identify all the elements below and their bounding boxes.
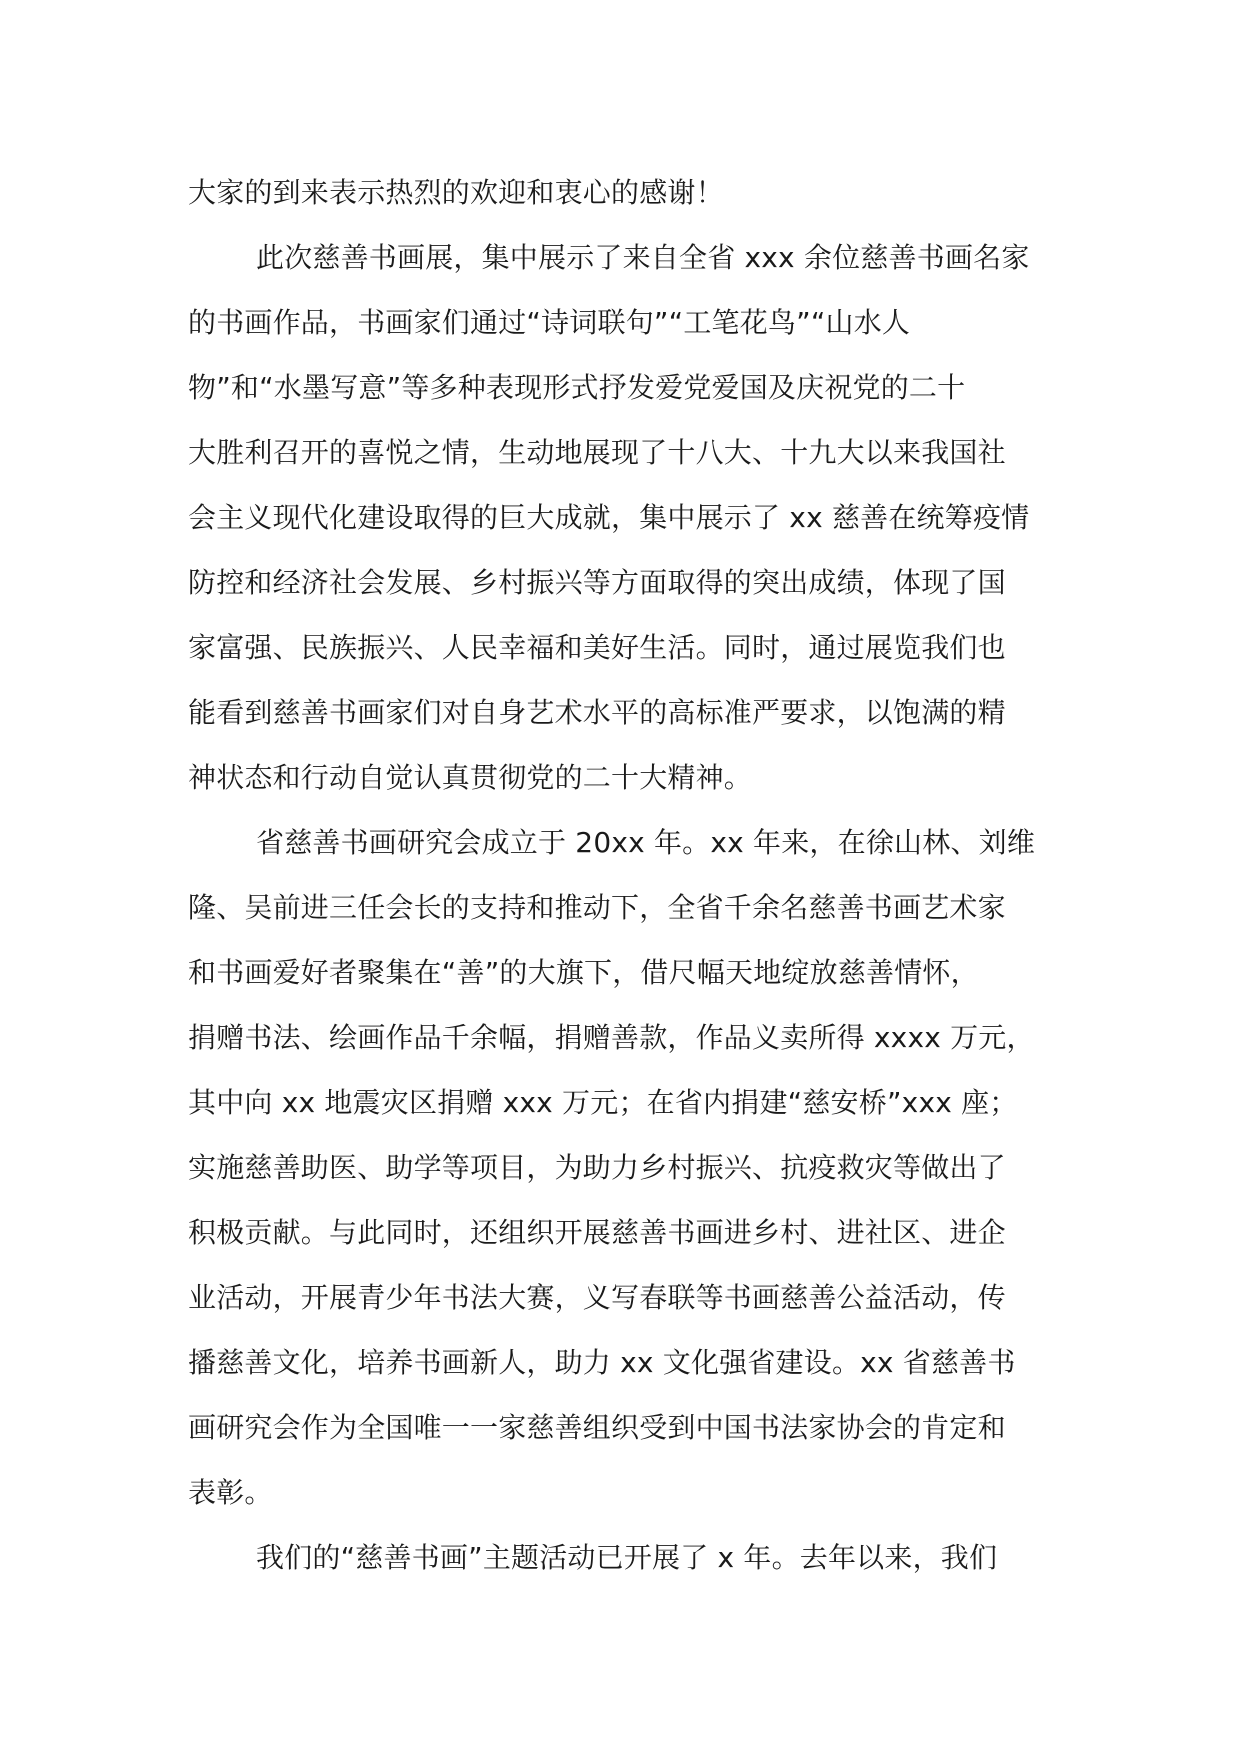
text-line: 实施慈善助医、助学等项目，为助力乡村振兴、抗疫救灾等做出了 [188, 1151, 1006, 1184]
text-line: 其中向 xx 地震灾区捐赠 xxx 万元；在省内捐建“慈安桥”xxx 座； [188, 1086, 1018, 1119]
text-line: 播慈善文化，培养书画新人，助力 xx 文化强省建设。xx 省慈善书 [188, 1346, 1016, 1379]
text-line: 业活动，开展青少年书法大赛，义写春联等书画慈善公益活动，传 [188, 1281, 1006, 1314]
text-line: 积极贡献。与此同时，还组织开展慈善书画进乡村、进社区、进企 [188, 1216, 1006, 1249]
text-line: 防控和经济社会发展、乡村振兴等方面取得的突出成绩，体现了国 [188, 566, 1006, 599]
text-line: 物”和“水墨写意”等多种表现形式抒发爱党爱国及庆祝党的二十 [188, 371, 966, 404]
text-line: 和书画爱好者聚集在“善”的大旗下，借尺幅天地绽放慈善情怀， [188, 956, 979, 989]
text-line: 大胜利召开的喜悦之情，生动地展现了十八大、十九大以来我国社 [188, 436, 1006, 469]
paragraph-first-line: 我们的“慈善书画”主题活动已开展了 x 年。去年以来，我们 [256, 1541, 998, 1574]
text-line: 捐赠书法、绘画作品千余幅，捐赠善款，作品义卖所得 xxxx 万元， [188, 1021, 1035, 1054]
paragraph-first-line: 此次慈善书画展，集中展示了来自全省 xxx 余位慈善书画名家 [256, 241, 1030, 274]
document-body [188, 160, 1060, 1590]
text-line: 大家的到来表示热烈的欢迎和衷心的感谢！ [188, 176, 724, 209]
text-line: 的书画作品，书画家们通过“诗词联句”“工笔花鸟”“山水人 [188, 306, 911, 339]
text-line: 会主义现代化建设取得的巨大成就，集中展示了 xx 慈善在统筹疫情 [188, 501, 1030, 534]
text-line: 画研究会作为全国唯一一家慈善组织受到中国书法家协会的肯定和 [188, 1411, 1006, 1444]
text-line: 隆、吴前进三任会长的支持和推动下，全省千余名慈善书画艺术家 [188, 891, 1006, 924]
text-line: 表彰。 [188, 1476, 273, 1509]
paragraph-first-line: 省慈善书画研究会成立于 20xx 年。xx 年来，在徐山林、刘维 [256, 826, 1036, 859]
text-line: 能看到慈善书画家们对自身艺术水平的高标准严要求，以饱满的精 [188, 696, 1006, 729]
text-line: 神状态和行动自觉认真贯彻党的二十大精神。 [188, 761, 753, 794]
text-line: 家富强、民族振兴、人民幸福和美好生活。同时，通过展览我们也 [188, 631, 1006, 664]
